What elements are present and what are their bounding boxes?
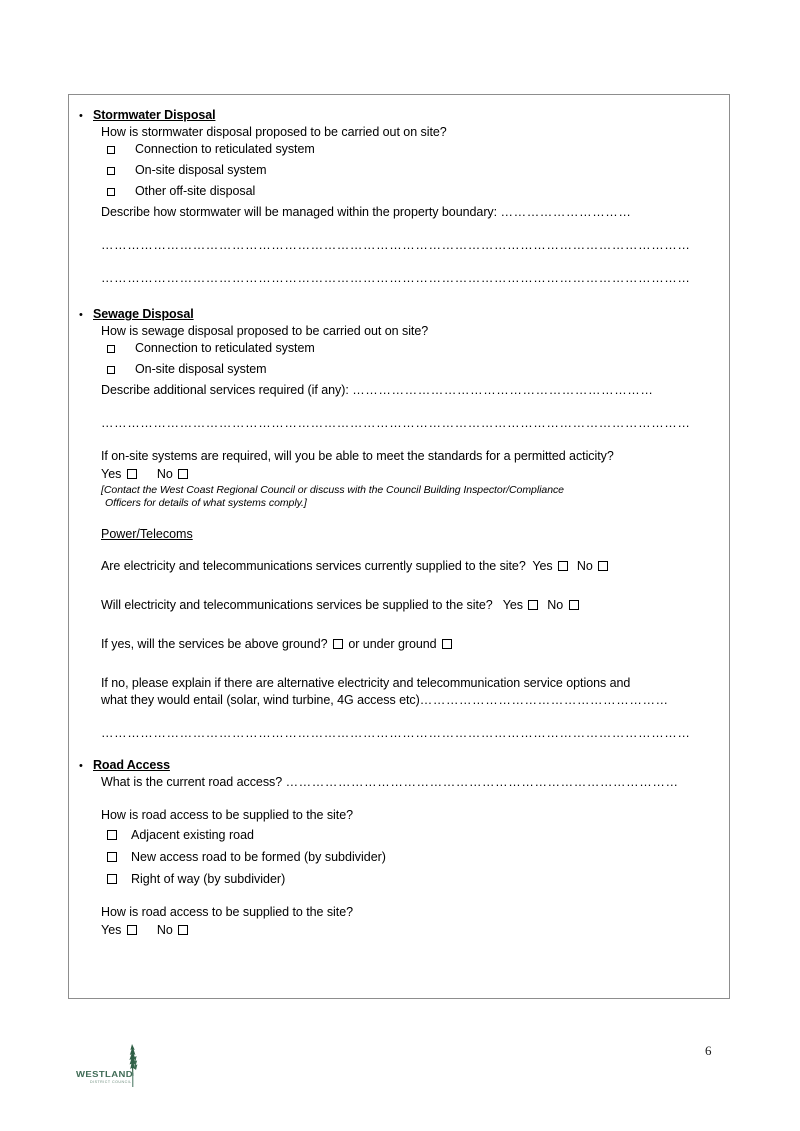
footer-logo — [74, 1043, 154, 1093]
section-heading-stormwater: Stormwater Disposal — [93, 108, 216, 122]
stormwater-blank-line[interactable]: ……………………………………………………………………………………………………………………… — [101, 238, 691, 252]
sewage-option-label: Connection to reticulated system — [135, 341, 315, 355]
road-access-no-label: No — [156, 923, 173, 937]
sewage-note — [79, 484, 721, 510]
sewage-option-row[interactable] — [79, 340, 721, 357]
road-access-option-row[interactable] — [79, 868, 721, 890]
checkbox-icon[interactable] — [107, 874, 117, 884]
checkbox-icon-no[interactable] — [598, 561, 608, 571]
road-access-supply-question-2: How is road access to be supplied to the site? — [101, 905, 354, 919]
section-heading-power-telecoms: Power/Telecoms — [101, 527, 193, 541]
section-heading-sewage: Sewage Disposal — [93, 307, 194, 321]
power-q2-yes-label: Yes — [502, 598, 523, 612]
sewage-option-row[interactable] — [79, 361, 721, 378]
stormwater-describe-label: Describe how stormwater will be managed within the property boundary: — [101, 205, 498, 219]
road-access-option-row[interactable] — [79, 846, 721, 868]
section-heading-road-access: Road Access — [93, 758, 170, 772]
stormwater-option-label: On-site disposal system — [135, 163, 267, 177]
sewage-note-line2: Officers for details of what systems comply.] — [105, 497, 307, 509]
road-access-option-row[interactable] — [79, 824, 721, 846]
road-access-current-label: What is the current road access? — [101, 775, 283, 789]
power-question-current-supply: Are electricity and telecommunications services currently supplied to the site? — [101, 559, 526, 573]
checkbox-icon[interactable] — [107, 852, 117, 862]
stormwater-question: How is stormwater disposal proposed to be carried out on site? — [101, 125, 447, 139]
checkbox-icon[interactable] — [107, 146, 115, 154]
form-content — [69, 95, 729, 940]
road-access-yesno-row[interactable] — [79, 921, 721, 940]
road-access-yes-label: Yes — [101, 923, 122, 937]
section-road-access — [79, 758, 721, 940]
checkbox-icon[interactable] — [107, 188, 115, 196]
power-blank-line[interactable]: ……………………………………………………………………………………………………………………… — [101, 726, 691, 740]
section-power-telecoms — [79, 526, 721, 742]
checkbox-icon-no[interactable] — [178, 925, 188, 935]
power-q2-no-label: No — [547, 598, 564, 612]
sewage-blank-line[interactable]: ……………………………………………………………………………………………………………………… — [101, 416, 691, 430]
stormwater-option-label: Connection to reticulated system — [135, 142, 315, 156]
checkbox-icon-above-ground[interactable] — [333, 639, 343, 649]
road-access-leader-dots[interactable]: ……………………………………………………………………………… — [285, 775, 679, 789]
stormwater-describe-row[interactable] — [79, 204, 721, 221]
section-sewage-disposal — [79, 307, 721, 510]
checkbox-icon-no[interactable] — [569, 600, 579, 610]
sewage-describe-row[interactable] — [79, 382, 721, 399]
power-question-will-supply-row[interactable] — [79, 597, 721, 614]
power-question-ground-row[interactable] — [79, 636, 721, 653]
checkbox-icon[interactable] — [107, 345, 115, 353]
stormwater-option-row[interactable] — [79, 183, 721, 200]
power-leader-dots[interactable]: ………………………………………………… — [419, 693, 669, 707]
checkbox-icon-under-ground[interactable] — [442, 639, 452, 649]
sewage-note-line1: [Contact the West Coast Regional Council or discuss with the Council Building Inspector/Compliance — [101, 484, 564, 496]
bullet-icon — [79, 109, 93, 124]
sewage-option-label: On-site disposal system — [135, 362, 267, 376]
stormwater-blank-line[interactable]: ……………………………………………………………………………………………………………………… — [101, 271, 691, 285]
power-alternative-line1: If no, please explain if there are alternative electricity and telecommunication service options and — [101, 676, 631, 690]
sewage-leader-dots[interactable]: …………………………………………………………… — [352, 383, 654, 397]
checkbox-icon-yes[interactable] — [528, 600, 538, 610]
road-access-current-row[interactable] — [79, 774, 721, 791]
form-page-frame — [68, 94, 730, 999]
road-access-option-label: Adjacent existing road — [131, 828, 254, 842]
checkbox-icon-yes[interactable] — [127, 469, 137, 479]
checkbox-icon[interactable] — [107, 830, 117, 840]
power-question-will-supply: Will electricity and telecommunications services be supplied to the site? — [101, 598, 493, 612]
stormwater-leader-dots[interactable]: ………………………… — [500, 205, 632, 219]
sewage-yesno-row[interactable] — [79, 465, 721, 484]
bullet-icon — [79, 308, 93, 323]
checkbox-icon-no[interactable] — [178, 469, 188, 479]
road-access-option-label: Right of way (by subdivider) — [131, 872, 286, 886]
road-access-option-label: New access road to be formed (by subdivider) — [131, 850, 386, 864]
checkbox-icon-yes[interactable] — [127, 925, 137, 935]
bullet-icon — [79, 759, 93, 774]
stormwater-option-row[interactable] — [79, 141, 721, 158]
power-q1-no-label: No — [576, 559, 593, 573]
road-access-heading-row — [79, 758, 721, 774]
checkbox-icon-yes[interactable] — [558, 561, 568, 571]
stormwater-option-row[interactable] — [79, 162, 721, 179]
sewage-heading-row — [79, 307, 721, 323]
power-question-under-ground: or under ground — [348, 637, 437, 651]
power-question-above-ground: If yes, will the services be above ground? — [101, 637, 328, 651]
sewage-question: How is sewage disposal proposed to be carried out on site? — [101, 324, 429, 338]
power-question-current-supply-row[interactable] — [79, 558, 721, 575]
stormwater-heading-row — [79, 108, 721, 124]
sewage-permitted-question: If on-site systems are required, will you be able to meet the standards for a permitted acticity? — [101, 449, 614, 463]
page-number: 6 — [705, 1043, 712, 1058]
power-alternative-line2-row[interactable] — [79, 692, 721, 709]
stormwater-option-label: Other off-site disposal — [135, 184, 256, 198]
section-stormwater-disposal — [79, 108, 721, 287]
sewage-no-label: No — [156, 467, 173, 481]
power-alternative-line2: what they would entail (solar, wind turbine, 4G access etc) — [101, 693, 420, 707]
checkbox-icon[interactable] — [107, 167, 115, 175]
sewage-yes-label: Yes — [101, 467, 122, 481]
road-access-supply-question: How is road access to be supplied to the site? — [101, 808, 354, 822]
footer-logo-subtitle: DISTRICT COUNCIL — [90, 1080, 132, 1084]
footer-logo-wordmark: WESTLAND — [76, 1069, 134, 1080]
power-q1-yes-label: Yes — [532, 559, 553, 573]
sewage-describe-label: Describe additional services required (if any): — [101, 383, 349, 397]
checkbox-icon[interactable] — [107, 366, 115, 374]
